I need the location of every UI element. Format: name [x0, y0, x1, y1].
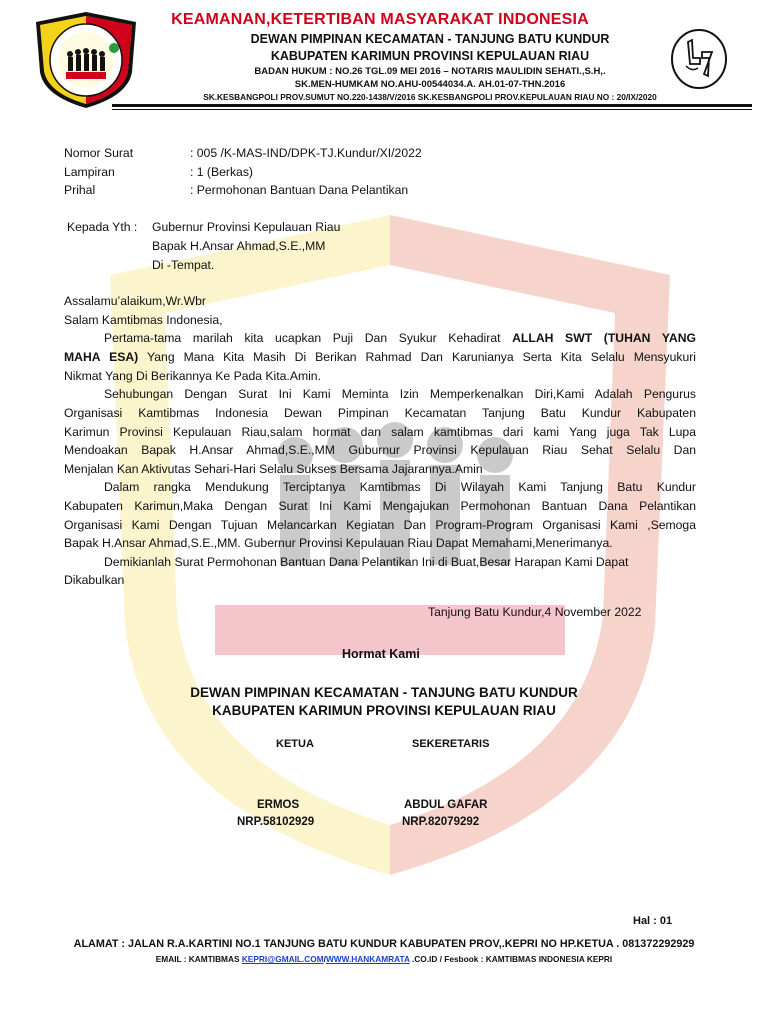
recipient-line-3: Di -Tempat. [152, 258, 215, 272]
ketua-title: KETUA [276, 738, 314, 750]
paragraph-1-line-2: MAHA ESA) Yang Mana Kita Masih Di Berikan Rahmad Dan Karunianya Serta Kita Selalu Mensyukuri [64, 350, 696, 364]
kesbangpol-decree-line: SK.KESBANGPOLI PROV.SUMUT NO.220-1438/V/2016 SK.KESBANGPOLI PROV.KEPULAUAN RIAU NO : 20/IX/2020 [203, 92, 657, 102]
paragraph-2-line-4: Mendoakan Bapak H.Ansar Ahmad,S.E.,MM Guburnur Provinsi Kepulauan Riau Sehat Selalu Dan [64, 443, 696, 457]
page-number: Hal : 01 [633, 915, 673, 927]
legal-entity-line: BADAN HUKUM : NO.26 TGL.09 MEI 2016 – NOTARIS MAULIDIN SEHATI.,S.H,. [254, 66, 606, 77]
place-date: Tanjung Batu Kundur,4 November 2022 [428, 605, 642, 619]
org-region-line: KABUPATEN KARIMUN PROVINSI KEPULAUAN RIAU [270, 49, 590, 63]
recipient-line-1: Gubernur Provinsi Kepulauan Riau [152, 220, 341, 234]
paragraph-2-line-3: Karimun Provinsi Kepulauan Riau,salam hormat dan salam kamtibmas dari kami Yang juga Tak Lupa [64, 425, 696, 439]
paragraph-2-line-1: Sehubungan Dengan Surat Ini Kami Meminta Izin Memperkenalkan Diri,Kami Adalah Pengurus [104, 387, 696, 401]
org-title: KEAMANAN,KETERTIBAN MASYARAKAT INDONESIA [171, 11, 589, 28]
paragraph-3-line-1: Dalam rangka Mendukung Terciptanya Kamtibmas Di Wilayah Kami Tanjung Batu Kundur [104, 480, 696, 494]
signature-org-line-2: KABUPATEN KARIMUN PROVINSI KEPULAUAN RIAU [212, 703, 556, 718]
lampiran-label: Lampiran [64, 165, 115, 179]
greeting-kamtibmas: Salam Kamtibmas Indonesia, [64, 313, 223, 327]
hormat-kami: Hormat Kami [342, 647, 420, 661]
paragraph-3-line-4: Bapak H.Ansar Ahmad,S.E.,MM. Gubernur Provinsi Kepulauan Riau Dapat Memahami,Menerimanya. [64, 536, 613, 550]
website-link[interactable]: WWW.HANKAMRATA [325, 954, 410, 964]
header-divider-thick [112, 104, 752, 107]
paragraph-1-line-3: Nikmat Yang Di Berikannya Ke Pada Kita.Amin. [64, 369, 321, 383]
ministry-decree-line: SK.MEN-HUMKAM NO.AHU-00544034.A. AH.01-07-THN.2016 [294, 79, 566, 90]
paragraph-2-line-5: Menjalan Kan Aktivutas Sehari-Hari Selalu Sukses Bersama Jajarannya.Amin [64, 462, 483, 476]
paragraph-4-line-2: Dikabulkan [64, 573, 125, 587]
header-divider-thin [112, 109, 752, 110]
ketua-nrp: NRP.58102929 [237, 816, 315, 828]
paragraph-3-line-2: Kabupaten Karimun,Maka Dengan Surat Ini Kami Mengajukan Permohonan Bantuan Dana Pelantikan [64, 499, 696, 513]
paragraph-3-line-3: Organisasi Kami Dengan Tujuan Melancarkan Kegiatan Dan Program-Program Organisasi Kami ,Semoga [64, 518, 696, 532]
sekretaris-name: ABDUL GAFAR [404, 799, 488, 811]
footer-contacts: EMAIL : KAMTIBMAS KEPRI@GMAIL.COM/WWW.HANKAMRATA .CO.ID / Fesbook : KAMTIBMAS INDONESIA KEPRI [155, 954, 613, 964]
sekretaris-nrp: NRP.82079292 [402, 816, 480, 828]
lampiran-value: : 1 (Berkas) [190, 165, 253, 179]
prihal-label: Prihal [64, 183, 96, 197]
nomor-label: Nomor Surat [64, 146, 134, 160]
paragraph-2-line-2: Organisasi Kamtibmas Indonesia Dewan Pimpinan Kecamatan Tanjung Batu Kundur Kabupaten [64, 406, 696, 420]
footer-address: ALAMAT : JALAN R.A.KARTINI NO.1 TANJUNG BATU KUNDUR KABUPATEN PROV,.KEPRI NO HP.KETUA . 081372292929 [73, 938, 695, 950]
signature-org-line-1: DEWAN PIMPINAN KECAMATAN - TANJUNG BATU KUNDUR [190, 685, 578, 700]
prihal-value: : Permohonan Bantuan Dana Pelantikan [190, 183, 409, 197]
sekretaris-title: SEKERETARIS [412, 738, 490, 750]
org-council-line: DEWAN PIMPINAN KECAMATAN - TANJUNG BATU KUNDUR [250, 32, 610, 46]
ketua-name: ERMOS [257, 799, 300, 811]
nomor-value: : 005 /K-MAS-IND/DPK-TJ.Kundur/XI/2022 [190, 146, 422, 160]
email-link[interactable]: KEPRI@GMAIL.COM [241, 954, 324, 964]
recipient-line-2: Bapak H.Ansar Ahmad,S.E.,MM [152, 239, 326, 253]
paragraph-4-line-1: Demikianlah Surat Permohonan Bantuan Dana Pelantikan Ini di Buat,Besar Harapan Kami Dapat [104, 555, 629, 569]
paragraph-1-line-1: Pertama-tama marilah kita ucapkan Puji Dan Syukur Kehadirat ALLAH SWT (TUHAN YANG [104, 331, 696, 345]
greeting-salam: Assalamu’alaikum,Wr.Wbr [64, 294, 206, 308]
recipient-label: Kepada Yth : [67, 220, 138, 234]
